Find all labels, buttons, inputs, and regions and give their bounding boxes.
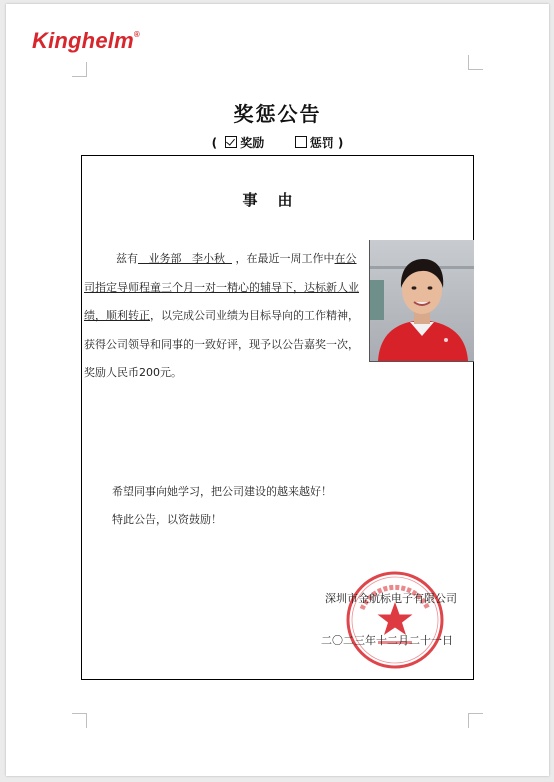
crop-mark-bottom-left xyxy=(72,713,87,728)
employee-photo xyxy=(369,240,474,362)
employee-name: 李小秋 xyxy=(192,252,225,265)
body-remainder: ，以完成公司业绩为目标导向的工作精神，获得公司领导和同事的一致好评，现予以公告嘉奖一次，奖励人民币200元。 xyxy=(84,309,359,379)
document-title: 奖惩公告 xyxy=(233,102,322,126)
company-logo: Kinghelm® xyxy=(32,28,140,53)
reward-label: 奖励 xyxy=(240,136,265,150)
penalty-checkbox[interactable] xyxy=(295,136,307,148)
penalty-label: 惩罚 xyxy=(309,136,334,150)
company-seal xyxy=(344,569,446,671)
underlined-reason: 在公司指定导师程童三个月一对一精心的辅导下，达标新人业绩，顺利转正 xyxy=(84,252,359,322)
closing-line: 特此公告，以资鼓励！ xyxy=(112,513,222,526)
reward-checkbox[interactable] xyxy=(225,136,237,148)
body-prefix: 兹有 xyxy=(116,252,138,265)
award-type-selector xyxy=(6,134,549,151)
crop-mark-bottom-right xyxy=(468,713,483,728)
crop-mark-top-left xyxy=(72,62,87,77)
open-paren: ( xyxy=(211,136,218,150)
issue-date: 二〇二三年十二月二十一日 xyxy=(321,634,453,647)
close-paren: ) xyxy=(337,136,344,150)
document-page xyxy=(6,4,549,776)
reason-body xyxy=(84,245,366,388)
reason-heading: 事由 xyxy=(242,191,313,209)
issuing-company: 深圳市金航标电子有限公司 xyxy=(325,592,457,605)
closing-remarks xyxy=(112,478,332,534)
department-field: 业务部 李小秋 xyxy=(148,252,225,265)
crop-mark-top-right xyxy=(468,55,483,70)
closing-line: 希望同事向她学习，把公司建设的越来越好！ xyxy=(112,485,332,498)
reason-box xyxy=(81,155,474,680)
body-line1-suffix: ，在最近一周工作中 xyxy=(235,252,335,265)
